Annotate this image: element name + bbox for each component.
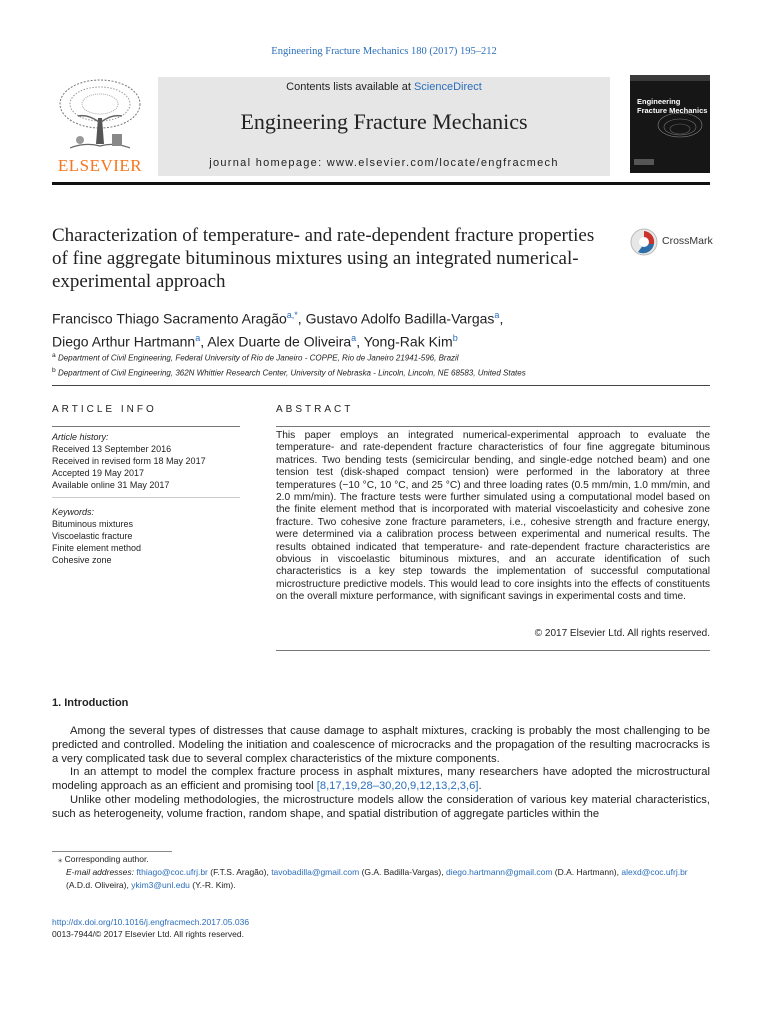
journal-title: Engineering Fracture Mechanics <box>240 109 528 134</box>
paragraph <box>52 766 710 794</box>
homepage-label: journal homepage: <box>209 157 327 169</box>
author-sep: , <box>297 310 306 327</box>
journal-cover[interactable] <box>630 75 710 173</box>
elsevier-wordmark: ELSEVIER <box>57 156 143 175</box>
article-title: Characterization of temperature- and rate-dependent fracture properties of fine aggregate bituminous mixtures using an integrated numerical-experimental approach <box>52 225 595 292</box>
keywords-label: Keywords: <box>52 507 95 517</box>
abstract-rule <box>276 426 710 427</box>
reference-link[interactable]: [8,17,19,28–30,20,9,12,13,2,3,6] <box>316 780 479 793</box>
journal-banner <box>158 77 610 176</box>
crossmark-icon <box>630 228 658 256</box>
header-rule <box>52 182 710 185</box>
cover-title <box>637 97 707 115</box>
email-link[interactable]: alexd@coc.ufrj.br <box>621 867 688 877</box>
author-sep: , <box>499 310 504 327</box>
homepage-url[interactable]: www.elsevier.com/locate/engfracmech <box>326 157 559 169</box>
paragraph: Unlike other modeling methodologies, the microstructure models allow the consideration of various key material characteristics, such as heterogeneity, volume fraction, random shape, and spatial distribution of aggregate particles within the <box>52 793 710 820</box>
email-label: E-mail addresses: <box>66 867 135 877</box>
doi-link[interactable]: http://dx.doi.org/10.1016/j.engfracmech.2017.05.036 <box>52 917 250 927</box>
history-label: Article history: <box>52 432 109 442</box>
paragraph-end: . <box>478 780 482 793</box>
introduction-heading: 1. Introduction <box>52 697 129 709</box>
elsevier-tree-icon <box>50 78 150 156</box>
contents-prefix: Contents lists available at <box>286 81 414 93</box>
email-addresses <box>52 866 712 892</box>
email-link[interactable]: diego.hartmann@gmail.com <box>445 867 553 877</box>
affiliation-text: Department of Civil Engineering, 362N Whittier Research Center, University of Nebraska - Lincoln, Lincoln, NE 68583, United States <box>57 368 526 378</box>
author-affil-sup[interactable]: b <box>452 332 458 343</box>
journal-citation[interactable]: Engineering Fracture Mechanics 180 (2017) 195–212 <box>271 46 497 57</box>
article-info-heading: ARTICLE INFO <box>52 404 157 415</box>
keyword-item: Finite element method <box>52 543 142 553</box>
email-link[interactable]: tavobadilla@gmail.com <box>271 867 360 877</box>
author-name[interactable]: Yong-Rak Kim <box>363 333 453 350</box>
email-owner: (D.A. Hartmann), <box>552 867 622 877</box>
history-item: Available online 31 May 2017 <box>52 480 170 490</box>
history-item: Received 13 September 2016 <box>52 444 172 454</box>
footnote-rule <box>52 851 172 852</box>
cover-art-icon <box>630 75 710 173</box>
sciencedirect-link[interactable]: ScienceDirect <box>413 81 482 93</box>
affiliation-item <box>52 350 712 365</box>
email-link[interactable]: fthiago@coc.ufrj.br <box>136 867 208 877</box>
cover-title-line2: Fracture Mechanics <box>637 106 708 115</box>
keywords <box>52 506 242 566</box>
abstract-text: This paper employs an integrated numerical-experimental approach to evaluate the temperature- and rate-dependent fracture characteristics of four fine aggregate bituminous matrices. Two bending tests (semicircular bending, and single-edge notched beam) and one tension test (disk-shaped compact tension) were performed in the laboratory at three temperatures (−10 °C, 10 °C, and 25 °C) and three loading rates (0.5 mm/min, 1.0 mm/min, and 2.0 mm/min). The fracture tests were further simulated using a computational model based on the finite element method that is incorporated with material viscoelasticity and cohesive zone fracture. Two cohesive zone fracture parameters, i.e., cohesive strength and fracture energy, were determined via a calibration process between experimental and numerical results. The results obtained indicated that temperature- and rate-dependent fracture characteristics are obvious in viscoelastic bituminous mixtures, and an accurate identification of such characteristics is a key step towards the implementation of successful computational microstructure predictive models. This would lead to core insights into the effects of constituents on the overall mixture performance, with significant savings in experimental costs and time. <box>276 430 710 603</box>
info-divider <box>52 497 240 498</box>
elsevier-logo <box>50 78 150 176</box>
keyword-item: Bituminous mixtures <box>52 519 134 529</box>
history-item: Accepted 19 May 2017 <box>52 468 145 478</box>
crossmark-badge[interactable] <box>630 228 713 256</box>
corresponding-author: ⁎ Corresponding author. <box>58 854 149 864</box>
author-sep: , <box>200 333 208 350</box>
author-affil-sup[interactable]: a <box>351 332 357 343</box>
affiliation-item <box>52 365 712 380</box>
email-owner: (Y.-R. Kim). <box>189 880 236 890</box>
info-rule <box>52 426 240 427</box>
author-affil-sup[interactable]: a <box>195 332 201 343</box>
affiliation-text: Department of Civil Engineering, Federal University of Rio de Janeiro - COPPE, Rio de Janeiro 21941-596, Brazil <box>57 353 459 363</box>
abstract-heading: ABSTRACT <box>276 404 354 415</box>
crossmark-label: CrossMark <box>662 235 713 247</box>
email-owner: (A.D.d. Oliveira), <box>66 880 132 890</box>
author-affil-sup[interactable]: a,* <box>286 310 298 320</box>
email-link[interactable]: ykim3@unl.edu <box>131 880 190 890</box>
issn-line: 0013-7944/© 2017 Elsevier Ltd. All rights reserved. <box>52 929 244 939</box>
section-rule <box>52 385 710 386</box>
author-sep: , <box>356 333 364 350</box>
article-history <box>52 431 242 491</box>
affiliation-sup: b <box>52 366 56 374</box>
paragraph-text: In an attempt to model the complex fracture process in asphalt mixtures, many researchers have adopted the microstructural modeling approach as an efficient and promising tool <box>52 766 710 793</box>
paragraph: Among the several types of distresses that cause damage to asphalt mixtures, cracking is probably the most challenging to be predicted and controlled. Modeling the initiation and coalescence of microcracks and the propagation of the resulting macrocracks is a very complicated task due to several complex characteristics of the mixture components. <box>52 725 710 765</box>
abstract-copyright: © 2017 Elsevier Ltd. All rights reserved. <box>534 628 710 639</box>
keyword-item: Cohesive zone <box>52 555 112 565</box>
author-name[interactable]: Gustavo Adolfo Badilla-Vargas <box>305 310 495 327</box>
contents-line <box>158 81 610 93</box>
introduction-body <box>52 725 710 822</box>
footnotes <box>52 853 712 892</box>
journal-homepage <box>158 157 610 169</box>
author-affil-sup[interactable]: a <box>494 310 500 320</box>
abstract-end-rule <box>276 650 710 651</box>
author-name[interactable]: Diego Arthur Hartmann <box>52 333 196 350</box>
email-owner: (G.A. Badilla-Vargas), <box>359 867 446 877</box>
author-list <box>52 306 692 351</box>
affiliations <box>52 350 712 379</box>
doi-block <box>52 916 249 940</box>
cover-title-line1: Engineering <box>637 97 681 106</box>
email-owner: (F.T.S. Aragão), <box>207 867 272 877</box>
author-name[interactable]: Alex Duarte de Oliveira <box>207 333 352 350</box>
keyword-item: Viscoelastic fracture <box>52 531 133 541</box>
history-item: Received in revised form 18 May 2017 <box>52 456 206 466</box>
affiliation-sup: a <box>52 352 56 359</box>
author-name[interactable]: Francisco Thiago Sacramento Aragão <box>52 310 287 327</box>
